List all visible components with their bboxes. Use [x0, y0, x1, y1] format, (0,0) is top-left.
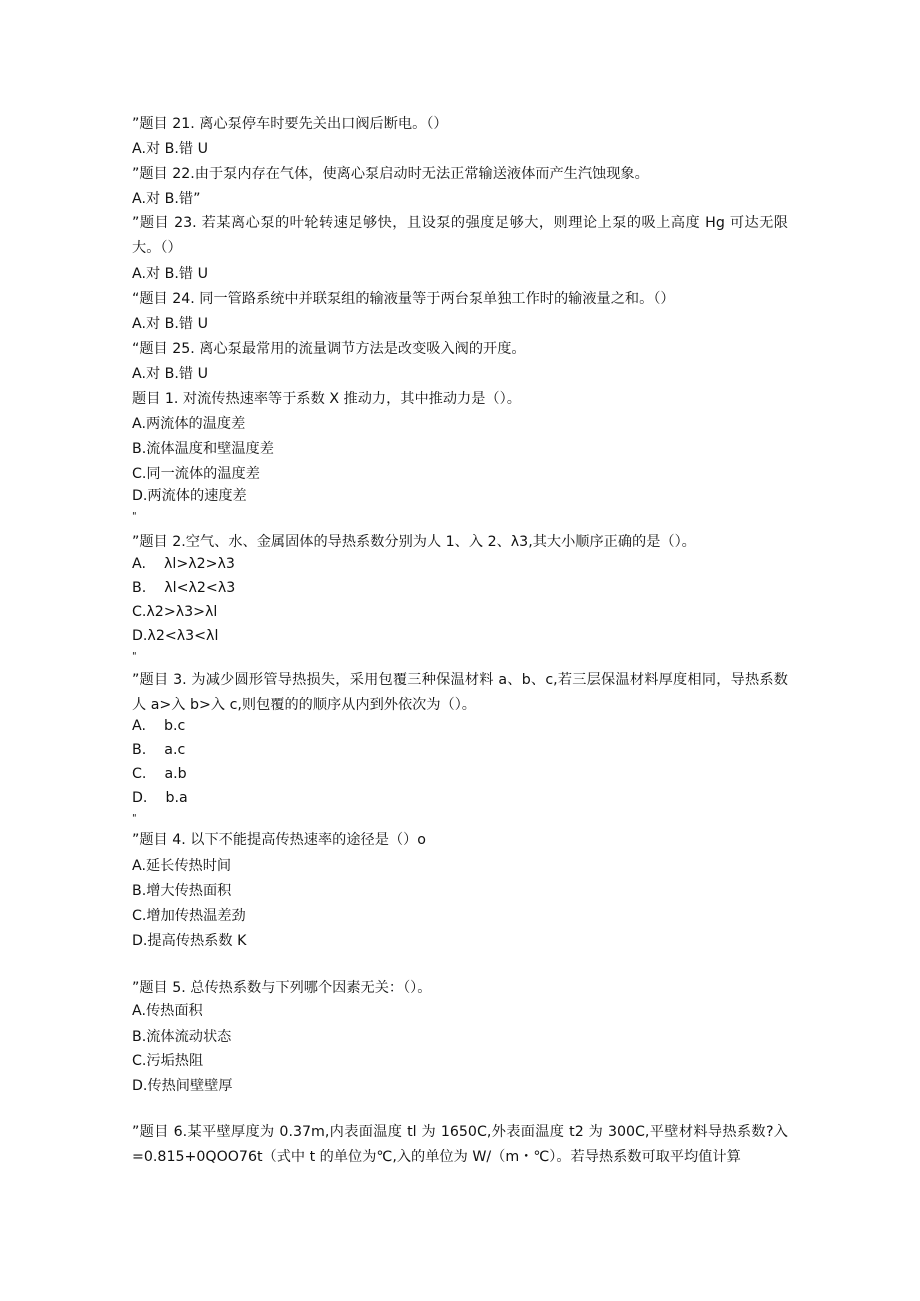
q24-text: “题目 24. 同一管路系统中并联泵组的输液量等于两台泵单独工作时的输液量之和。（） — [132, 291, 675, 307]
q23-text: ”题目 23. 若某离心泵的叶轮转速足够快，且设泵的强度足够大，则理论上泵的吸上高度 Hg 可达无限大。（） — [132, 215, 788, 256]
heat-q4-text: ”题目 4. 以下不能提高传热速率的途径是（）o — [132, 832, 426, 848]
heat-q2-text: ”题目 2.空气、水、金属固体的导热系数分别为人 1、入 2、λ3,其大小顺序正确的是（）。 — [132, 534, 696, 550]
heat-q2-option-d: D.λ2<λ3<λl — [132, 628, 219, 644]
heat-q4-option-a: A.延长传热时间 — [132, 858, 232, 874]
heat-q4-option-c: C.增加传热温差劲 — [132, 908, 246, 924]
q24-options: A.对 B.错 U — [132, 316, 208, 332]
heat-q1-option-c: C.同一流体的温度差 — [132, 466, 260, 482]
heat-q6-text: ”题目 6.某平壁厚度为 0.37m,内表面温度 tl 为 1650C,外表面温度 t2 为 300C,平壁材料导热系数?入=0.815+0QOO76t（式中 t 的单位为℃,入的单位为 W/（m・℃）。若导热系数可取平均值计算 — [132, 1124, 788, 1165]
heat-q4-option-b: B.增大传热面积 — [132, 883, 232, 899]
q25-text: “题目 25. 离心泵最常用的流量调节方法是改变吸入阀的开度。 — [132, 341, 526, 357]
heat-q3-option-c: C. a.b — [132, 766, 187, 782]
heat-q2-option-b: B. λl<λ2<λ3 — [132, 580, 236, 596]
heat-q3-text: ”题目 3. 为减少圆形管导热损失，采用包覆三种保温材料 a、b、c,若三层保温材料厚度相同，导热系数人 a>入 b>入 c,则包覆的的顺序从内到外依次为（）。 — [132, 672, 788, 713]
q21-text: ”题目 21. 离心泵停车时要先关出口阀后断电。（） — [132, 116, 448, 132]
heat-q5-text: ”题目 5. 总传热系数与下列哪个因素无关：（）。 — [132, 980, 432, 996]
q21-options: A.对 B.错 U — [132, 141, 208, 157]
stray-mark: " — [132, 651, 137, 662]
heat-q1-option-b: B.流体温度和壁温度差 — [132, 441, 274, 457]
heat-q3-option-d: D. b.a — [132, 790, 188, 806]
q22-options: A.对 B.错” — [132, 191, 201, 207]
heat-q1-text: 题目 1. 对流传热速率等于系数 X 推动力，其中推动力是（）。 — [132, 391, 521, 407]
heat-q3-option-a: A. b.c — [132, 718, 186, 734]
heat-q1-option-d: D.两流体的速度差 — [132, 488, 247, 504]
heat-q1-option-a: A.两流体的温度差 — [132, 416, 246, 432]
q25-options: A.对 B.错 U — [132, 366, 208, 382]
heat-q4-option-d: D.提高传热系数 K — [132, 933, 247, 949]
heat-q2-option-c: C.λ2>λ3>λl — [132, 604, 218, 620]
heat-q5-option-c: C.污垢热阻 — [132, 1053, 204, 1069]
heat-q3-option-b: B. a.c — [132, 742, 186, 758]
heat-q5-option-b: B.流体流动状态 — [132, 1029, 232, 1045]
heat-q5-option-d: D.传热间壁壁厚 — [132, 1078, 233, 1094]
stray-mark: " — [132, 511, 137, 522]
q23-options: A.对 B.错 U — [132, 266, 208, 282]
q22-text: ”题目 22.由于泵内存在气体，使离心泵启动时无法正常输送液体而产生汽蚀现象。 — [132, 166, 649, 182]
stray-mark: " — [132, 813, 137, 824]
heat-q5-option-a: A.传热面积 — [132, 1003, 203, 1019]
heat-q2-option-a: A. λl>λ2>λ3 — [132, 556, 235, 572]
